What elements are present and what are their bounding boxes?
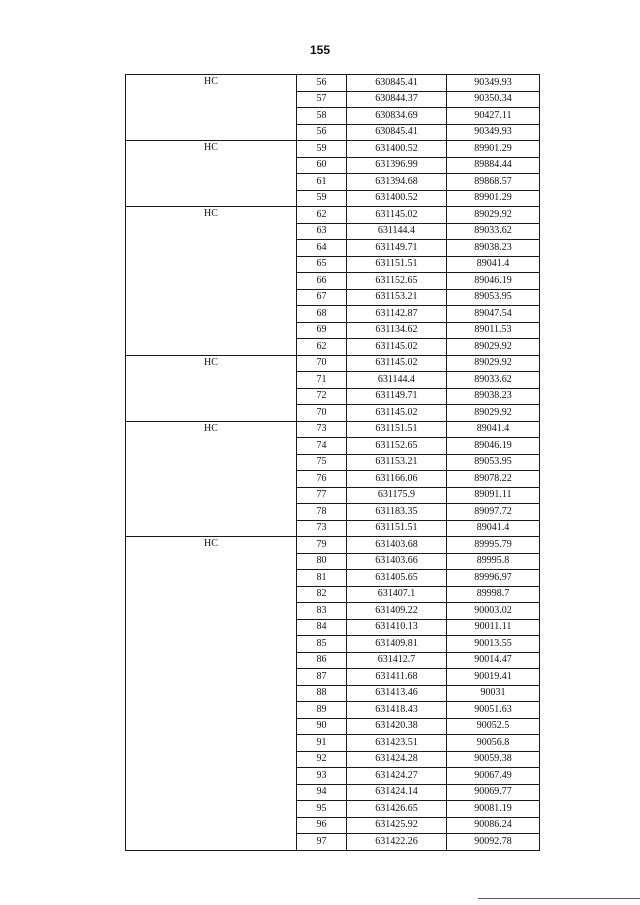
x-coordinate-cell: 631405.65: [347, 570, 447, 587]
point-number-cell: 79: [297, 537, 347, 554]
point-number-cell: 59: [297, 141, 347, 158]
x-coordinate-cell: 631409.22: [347, 603, 447, 620]
point-number-cell: 59: [297, 190, 347, 207]
table-row: [126, 141, 540, 158]
y-coordinate-cell: 89996.97: [447, 570, 540, 587]
y-coordinate-cell: 89046.19: [447, 273, 540, 290]
x-coordinate-cell: 631149.71: [347, 240, 447, 257]
y-coordinate-cell: 90092.78: [447, 834, 540, 851]
point-number-cell: 93: [297, 768, 347, 785]
point-number-cell: 65: [297, 256, 347, 273]
y-coordinate-cell: 90069.77: [447, 784, 540, 801]
point-number-cell: 96: [297, 817, 347, 834]
y-coordinate-cell: 89884.44: [447, 157, 540, 174]
y-coordinate-cell: 90059.38: [447, 751, 540, 768]
x-coordinate-cell: 631152.65: [347, 273, 447, 290]
y-coordinate-cell: 89033.62: [447, 223, 540, 240]
x-coordinate-cell: 631426.65: [347, 801, 447, 818]
x-coordinate-cell: 631424.28: [347, 751, 447, 768]
y-coordinate-cell: 90349.93: [447, 124, 540, 141]
point-number-cell: 84: [297, 619, 347, 636]
zone-label-cell: НС: [126, 207, 297, 356]
point-number-cell: 60: [297, 157, 347, 174]
y-coordinate-cell: 90031: [447, 685, 540, 702]
point-number-cell: 64: [297, 240, 347, 257]
y-coordinate-cell: 89995.79: [447, 537, 540, 554]
footer-divider: [478, 898, 640, 899]
zone-label-cell: НС: [126, 537, 297, 851]
x-coordinate-cell: 631145.02: [347, 355, 447, 372]
x-coordinate-cell: 631144.4: [347, 223, 447, 240]
page-number: 155: [309, 43, 331, 57]
x-coordinate-cell: 631183.35: [347, 504, 447, 521]
x-coordinate-cell: 631145.02: [347, 405, 447, 422]
point-number-cell: 94: [297, 784, 347, 801]
y-coordinate-cell: 89901.29: [447, 141, 540, 158]
point-number-cell: 83: [297, 603, 347, 620]
x-coordinate-cell: 631166.06: [347, 471, 447, 488]
x-coordinate-cell: 631153.21: [347, 289, 447, 306]
coordinates-table-body: [126, 75, 540, 851]
x-coordinate-cell: 630834.69: [347, 108, 447, 125]
point-number-cell: 61: [297, 174, 347, 191]
point-number-cell: 56: [297, 124, 347, 141]
y-coordinate-cell: 89029.92: [447, 207, 540, 224]
x-coordinate-cell: 631151.51: [347, 421, 447, 438]
y-coordinate-cell: 89033.62: [447, 372, 540, 389]
y-coordinate-cell: 89053.95: [447, 454, 540, 471]
y-coordinate-cell: 90350.34: [447, 91, 540, 108]
y-coordinate-cell: 90056.8: [447, 735, 540, 752]
point-number-cell: 82: [297, 586, 347, 603]
point-number-cell: 97: [297, 834, 347, 851]
x-coordinate-cell: 631410.13: [347, 619, 447, 636]
y-coordinate-cell: 90086.24: [447, 817, 540, 834]
x-coordinate-cell: 631413.46: [347, 685, 447, 702]
x-coordinate-cell: 630844.37: [347, 91, 447, 108]
point-number-cell: 74: [297, 438, 347, 455]
y-coordinate-cell: 90011.11: [447, 619, 540, 636]
x-coordinate-cell: 631422.26: [347, 834, 447, 851]
table-row: [126, 421, 540, 438]
y-coordinate-cell: 90052.5: [447, 718, 540, 735]
y-coordinate-cell: 89029.92: [447, 405, 540, 422]
y-coordinate-cell: 90014.47: [447, 652, 540, 669]
x-coordinate-cell: 631175.9: [347, 487, 447, 504]
x-coordinate-cell: 631400.52: [347, 141, 447, 158]
x-coordinate-cell: 631153.21: [347, 454, 447, 471]
x-coordinate-cell: 631418.43: [347, 702, 447, 719]
x-coordinate-cell: 631145.02: [347, 207, 447, 224]
x-coordinate-cell: 631420.38: [347, 718, 447, 735]
point-number-cell: 62: [297, 207, 347, 224]
x-coordinate-cell: 631151.51: [347, 256, 447, 273]
point-number-cell: 72: [297, 388, 347, 405]
y-coordinate-cell: 90019.41: [447, 669, 540, 686]
x-coordinate-cell: 631152.65: [347, 438, 447, 455]
point-number-cell: 76: [297, 471, 347, 488]
y-coordinate-cell: 89868.57: [447, 174, 540, 191]
x-coordinate-cell: 631400.52: [347, 190, 447, 207]
table-row: [126, 207, 540, 224]
point-number-cell: 92: [297, 751, 347, 768]
y-coordinate-cell: 89047.54: [447, 306, 540, 323]
x-coordinate-cell: 631409.81: [347, 636, 447, 653]
y-coordinate-cell: 90003.02: [447, 603, 540, 620]
x-coordinate-cell: 631412.7: [347, 652, 447, 669]
y-coordinate-cell: 90349.93: [447, 75, 540, 92]
y-coordinate-cell: 89041.4: [447, 256, 540, 273]
y-coordinate-cell: 89046.19: [447, 438, 540, 455]
y-coordinate-cell: 89097.72: [447, 504, 540, 521]
point-number-cell: 95: [297, 801, 347, 818]
x-coordinate-cell: 631142.87: [347, 306, 447, 323]
point-number-cell: 58: [297, 108, 347, 125]
x-coordinate-cell: 631424.27: [347, 768, 447, 785]
table-row: [126, 355, 540, 372]
point-number-cell: 70: [297, 355, 347, 372]
y-coordinate-cell: 90051.63: [447, 702, 540, 719]
point-number-cell: 91: [297, 735, 347, 752]
x-coordinate-cell: 630845.41: [347, 75, 447, 92]
y-coordinate-cell: 89011.53: [447, 322, 540, 339]
x-coordinate-cell: 631134.62: [347, 322, 447, 339]
x-coordinate-cell: 631425.92: [347, 817, 447, 834]
point-number-cell: 90: [297, 718, 347, 735]
y-coordinate-cell: 89998.7: [447, 586, 540, 603]
point-number-cell: 85: [297, 636, 347, 653]
x-coordinate-cell: 631403.66: [347, 553, 447, 570]
x-coordinate-cell: 630845.41: [347, 124, 447, 141]
point-number-cell: 63: [297, 223, 347, 240]
y-coordinate-cell: 89029.92: [447, 339, 540, 356]
x-coordinate-cell: 631407.1: [347, 586, 447, 603]
x-coordinate-cell: 631424.14: [347, 784, 447, 801]
point-number-cell: 71: [297, 372, 347, 389]
zone-label-cell: НС: [126, 141, 297, 207]
zone-label-cell: НС: [126, 421, 297, 537]
y-coordinate-cell: 89038.23: [447, 388, 540, 405]
table-row: [126, 537, 540, 554]
point-number-cell: 77: [297, 487, 347, 504]
point-number-cell: 89: [297, 702, 347, 719]
x-coordinate-cell: 631151.51: [347, 520, 447, 537]
point-number-cell: 68: [297, 306, 347, 323]
point-number-cell: 57: [297, 91, 347, 108]
x-coordinate-cell: 631411.68: [347, 669, 447, 686]
point-number-cell: 69: [297, 322, 347, 339]
point-number-cell: 70: [297, 405, 347, 422]
point-number-cell: 66: [297, 273, 347, 290]
point-number-cell: 62: [297, 339, 347, 356]
point-number-cell: 78: [297, 504, 347, 521]
x-coordinate-cell: 631396.99: [347, 157, 447, 174]
y-coordinate-cell: 89053.95: [447, 289, 540, 306]
y-coordinate-cell: 89041.4: [447, 520, 540, 537]
x-coordinate-cell: 631149.71: [347, 388, 447, 405]
point-number-cell: 75: [297, 454, 347, 471]
y-coordinate-cell: 89078.22: [447, 471, 540, 488]
zone-label-cell: НС: [126, 355, 297, 421]
point-number-cell: 56: [297, 75, 347, 92]
x-coordinate-cell: 631423.51: [347, 735, 447, 752]
y-coordinate-cell: 89901.29: [447, 190, 540, 207]
x-coordinate-cell: 631394.68: [347, 174, 447, 191]
y-coordinate-cell: 89041.4: [447, 421, 540, 438]
y-coordinate-cell: 89029.92: [447, 355, 540, 372]
x-coordinate-cell: 631145.02: [347, 339, 447, 356]
y-coordinate-cell: 90013.55: [447, 636, 540, 653]
point-number-cell: 73: [297, 520, 347, 537]
table-row: [126, 75, 540, 92]
point-number-cell: 73: [297, 421, 347, 438]
point-number-cell: 81: [297, 570, 347, 587]
x-coordinate-cell: 631403.68: [347, 537, 447, 554]
point-number-cell: 87: [297, 669, 347, 686]
y-coordinate-cell: 90427.11: [447, 108, 540, 125]
y-coordinate-cell: 89091.11: [447, 487, 540, 504]
x-coordinate-cell: 631144.4: [347, 372, 447, 389]
y-coordinate-cell: 89995.8: [447, 553, 540, 570]
y-coordinate-cell: 90067.49: [447, 768, 540, 785]
point-number-cell: 67: [297, 289, 347, 306]
point-number-cell: 80: [297, 553, 347, 570]
point-number-cell: 86: [297, 652, 347, 669]
y-coordinate-cell: 90081.19: [447, 801, 540, 818]
coordinates-table: [125, 74, 540, 851]
point-number-cell: 88: [297, 685, 347, 702]
y-coordinate-cell: 89038.23: [447, 240, 540, 257]
zone-label-cell: НС: [126, 75, 297, 141]
